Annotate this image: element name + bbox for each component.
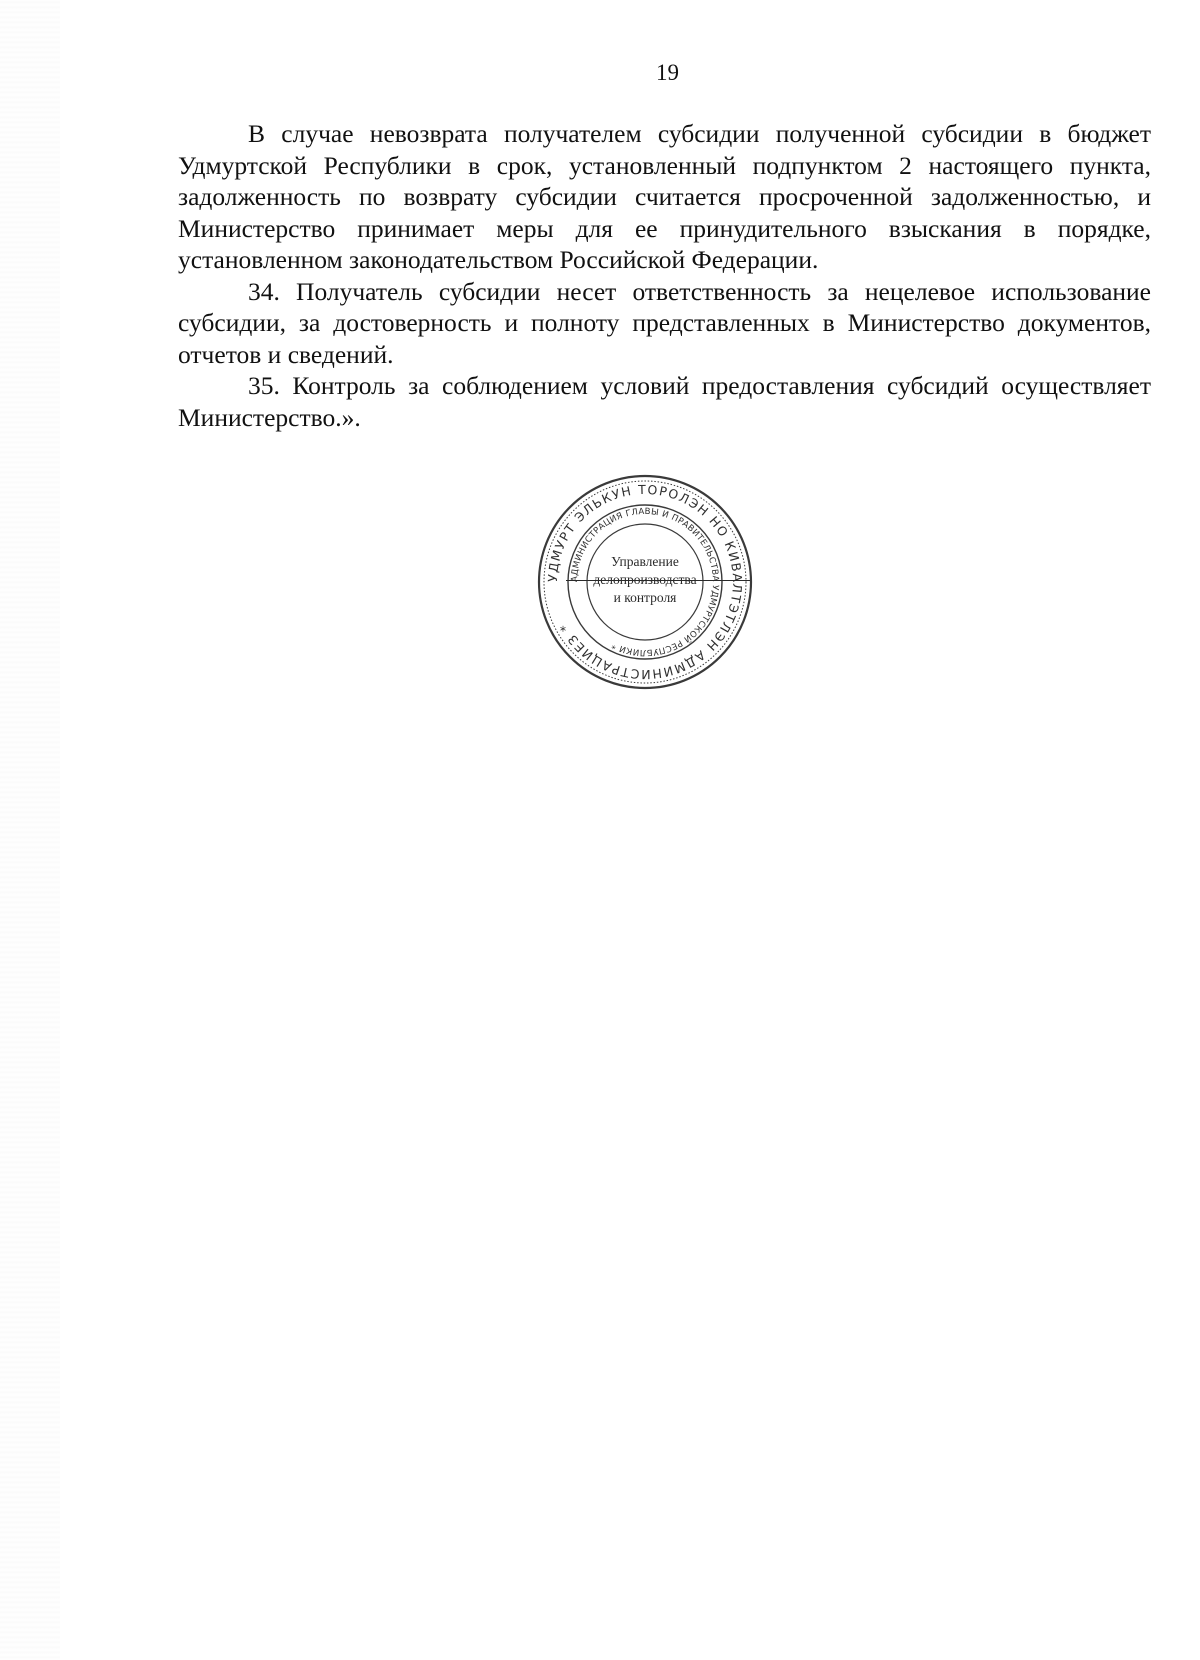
seal-center-line-1: Управление (611, 554, 679, 569)
seal-center-line-2: делопроизводства (584, 571, 706, 589)
paragraph-35: 35. Контроль за соблюдением условий предоставления субсидий осуществляет Министерство.». (178, 371, 1151, 432)
document-body (178, 118, 1151, 433)
scan-edge-noise (0, 0, 60, 1660)
seal-outer-text: УДМУРТ ЭЛЬКУН ТОРОЛЭН НО КИВАЛТЭТЛЭН АДМИНИСТРАЦИЕЗ * (544, 481, 746, 683)
seal-center-text (584, 553, 706, 607)
seal-center-line-3: и контроля (613, 590, 677, 605)
official-seal (536, 473, 754, 691)
paragraph-nonrefund: В случае невозврата получателем субсидии полученной субсидии в бюджет Удмуртской Республики в срок, установленный подпунктом 2 настоящего пункта, задолженность по возврату субсидии считается просроченной задолженностью, и Министерство принимает меры для ее принудительного взыскания в порядке, установленном законодательством Российской Федерации. (178, 119, 1151, 274)
page-number: 19 (656, 60, 679, 85)
paragraph-34: 34. Получатель субсидии несет ответственность за нецелевое использование субсидии, за достоверность и полноту представленных в Министерство документов, отчетов и сведений. (178, 276, 1151, 369)
seal-inner-text: АДМИНИСТРАЦИЯ ГЛАВЫ И ПРАВИТЕЛЬСТВА УДМУРТСКОЙ РЕСПУБЛИКИ * (569, 506, 721, 658)
